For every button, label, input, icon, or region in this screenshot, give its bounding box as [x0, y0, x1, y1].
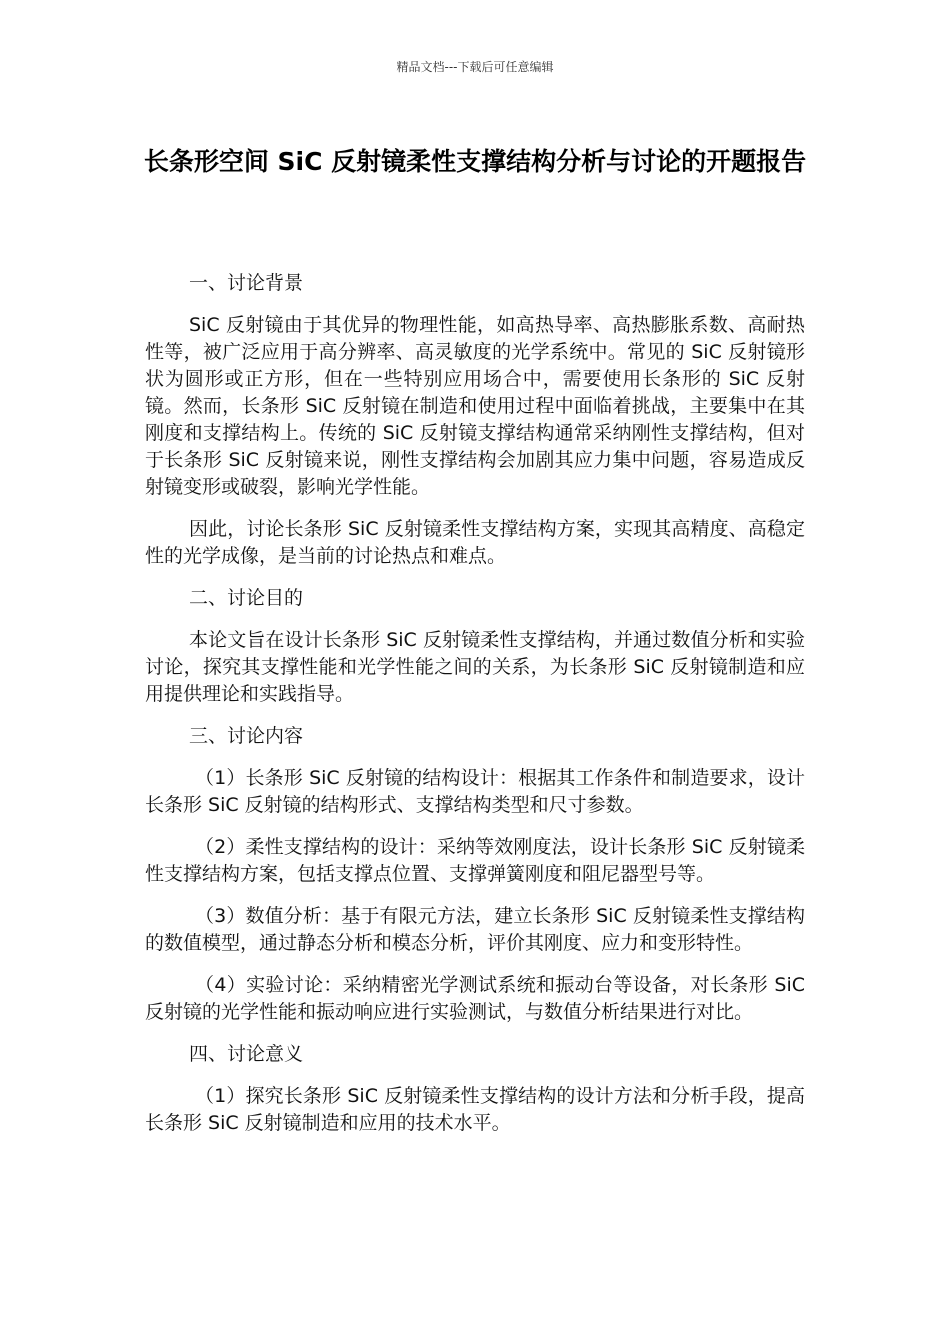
section-heading-background: 一、讨论背景	[189, 272, 304, 294]
content-item: （1）长条形 SiC 反射镜的结构设计：根据其工作条件和制造要求，设计长条形 SiC 反射镜的结构形式、支撑结构类型和尺寸参数。	[145, 767, 805, 816]
section-heading-purpose: 二、讨论目的	[189, 587, 304, 609]
background-paragraph: 因此，讨论长条形 SiC 反射镜柔性支撑结构方案，实现其高精度、高稳定性的光学成像，是当前的讨论热点和难点。	[145, 518, 805, 567]
purpose-paragraph: 本论文旨在设计长条形 SiC 反射镜柔性支撑结构，并通过数值分析和实验讨论，探究其支撑性能和光学性能之间的关系，为长条形 SiC 反射镜制造和应用提供理论和实践指导。	[145, 629, 805, 705]
section-heading-significance: 四、讨论意义	[189, 1043, 304, 1065]
content-item: （4）实验讨论：采纳精密光学测试系统和振动台等设备，对长条形 SiC 反射镜的光学性能和振动响应进行实验测试，与数值分析结果进行对比。	[145, 974, 805, 1023]
background-paragraph: SiC 反射镜由于其优异的物理性能，如高热导率、高热膨胀系数、高耐热性等，被广泛应用于高分辨率、高灵敏度的光学系统中。常见的 SiC 反射镜形状为圆形或正方形，但在一些特别应用场合中，需要使用长条形的 SiC 反射镜。然而，长条形 SiC 反射镜在制造和使用过程中面临着挑战，主要集中在其刚度和支撑结构上。传统的 SiC 反射镜支撑结构通常采纳刚性支撑结构，但对于长条形 SiC 反射镜来说，刚性支撑结构会加剧其应力集中问题，容易造成反射镜变形或破裂，影响光学性能。	[145, 314, 805, 498]
significance-item: （1）探究长条形 SiC 反射镜柔性支撑结构的设计方法和分析手段，提高长条形 SiC 反射镜制造和应用的技术水平。	[145, 1085, 805, 1134]
content-item: （3）数值分析：基于有限元方法，建立长条形 SiC 反射镜柔性支撑结构的数值模型，通过静态分析和模态分析，评价其刚度、应力和变形特性。	[145, 905, 805, 954]
document-body	[145, 270, 805, 1152]
content-item: （2）柔性支撑结构的设计：采纳等效刚度法，设计长条形 SiC 反射镜柔性支撑结构方案，包括支撑点位置、支撑弹簧刚度和阻尼器型号等。	[145, 836, 805, 885]
page-header: 精品文档---下载后可任意编辑	[396, 60, 554, 74]
document-title: 长条形空间 SiC 反射镜柔性支撑结构分析与讨论的开题报告	[143, 147, 807, 176]
section-heading-content: 三、讨论内容	[189, 725, 304, 747]
